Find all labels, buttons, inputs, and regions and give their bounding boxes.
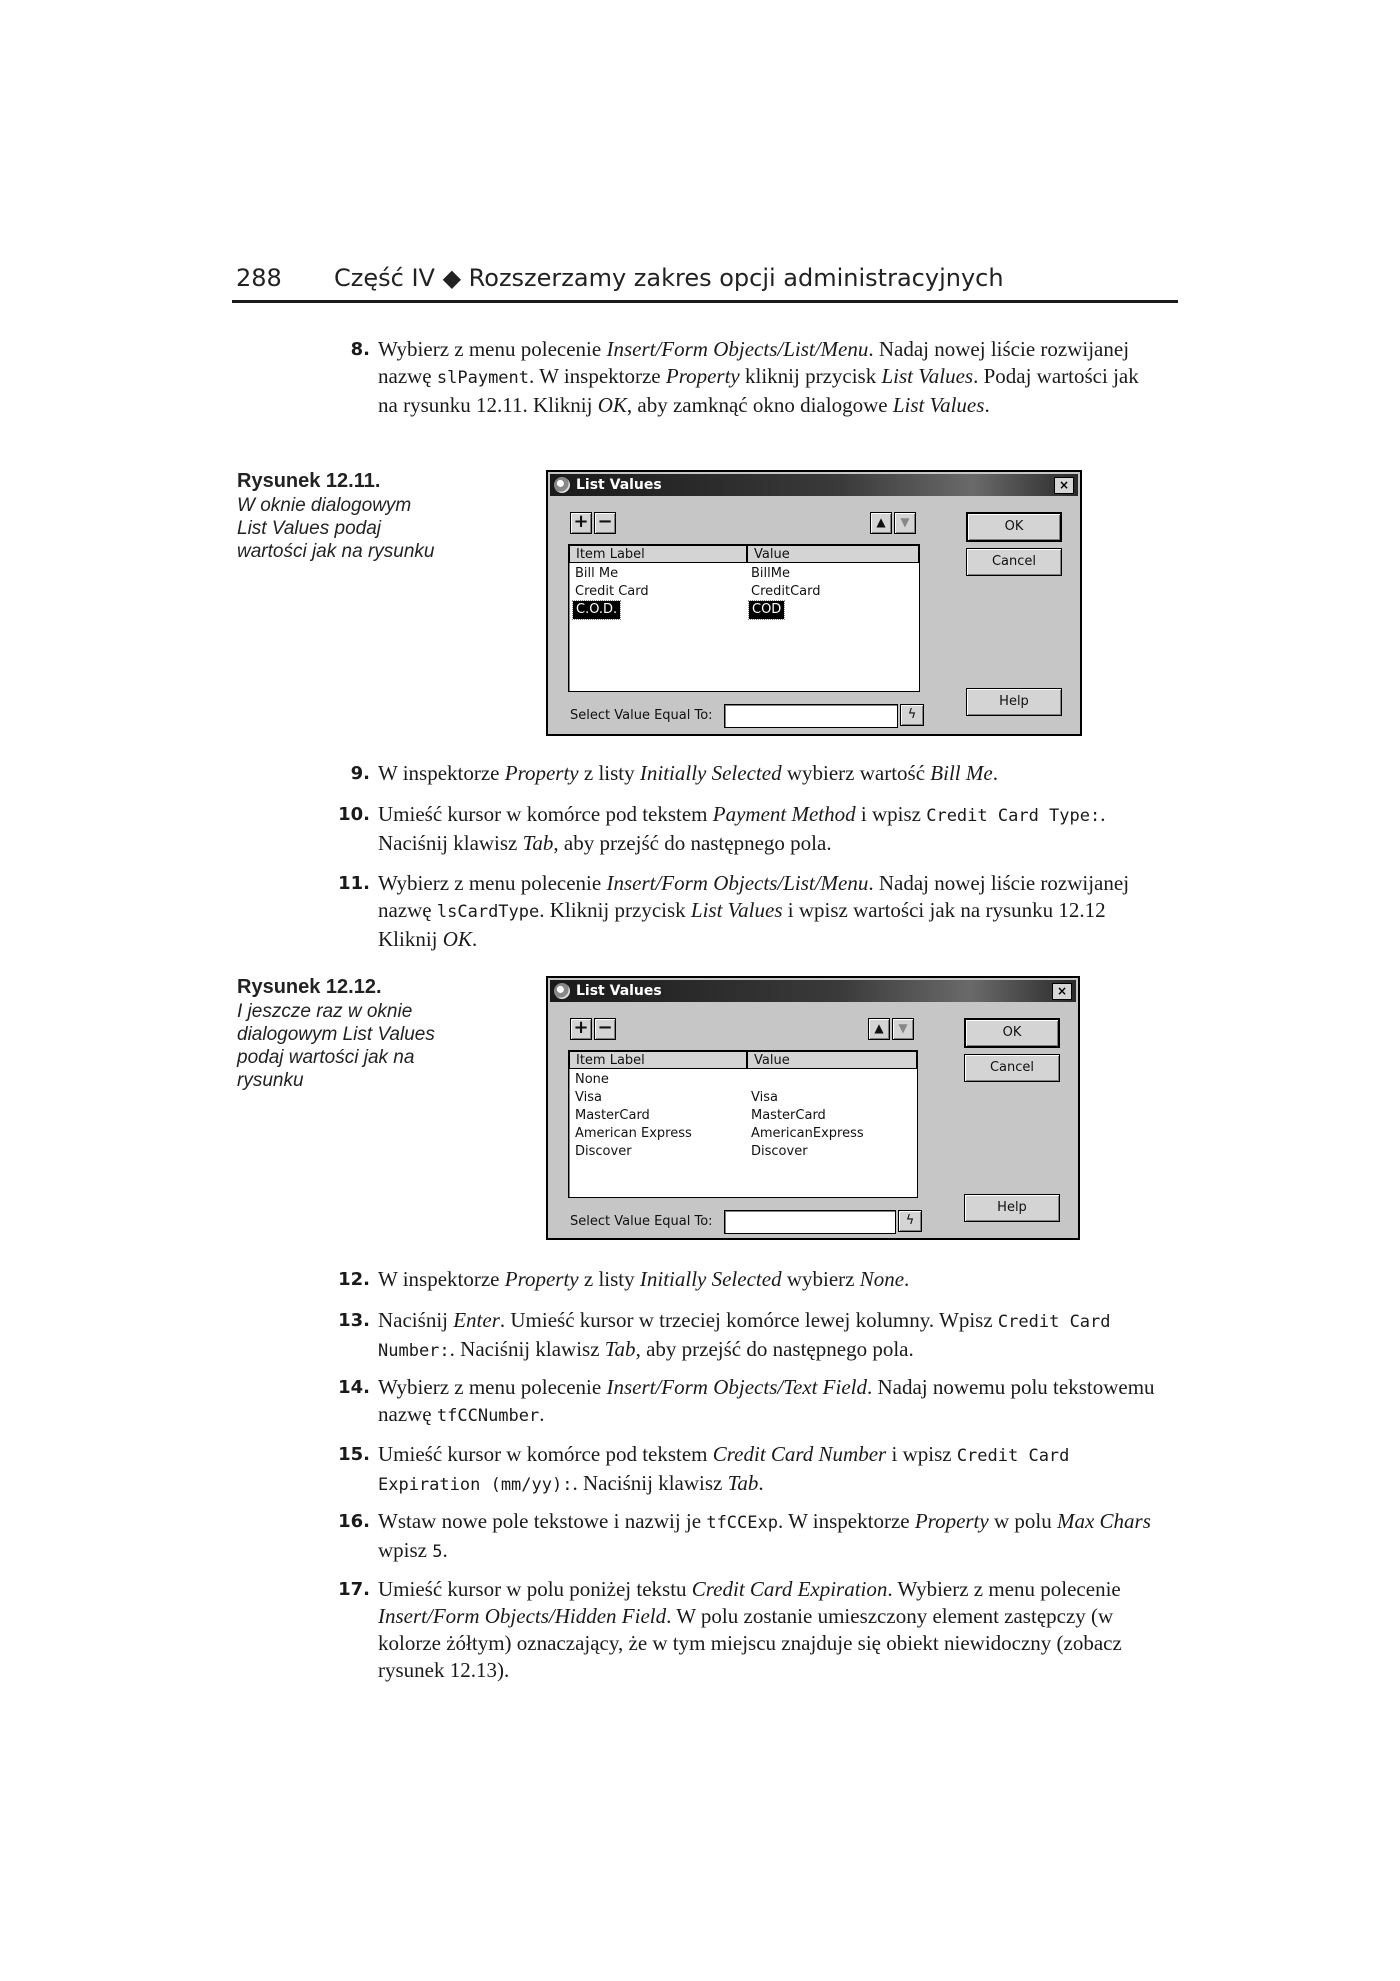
body-text: . Naciśnij klawisz [378,802,1106,855]
emphasis-text: OK [597,393,627,417]
step-number: 13. [338,1310,370,1331]
step-text [378,1266,1158,1293]
figure-caption-12-11 [237,470,437,563]
value-cell[interactable]: Visa [751,1090,778,1105]
emphasis-text: Insert/Form Objects/Text Field [606,1375,867,1399]
column-header-item-label[interactable]: Item Label [569,1051,747,1069]
remove-item-button[interactable]: − [594,512,616,534]
body-text: Wybierz z menu polecenie [378,1375,607,1399]
add-item-button[interactable]: + [570,1018,592,1040]
step-text [378,1576,1158,1684]
code-text: Credit Card Type: [926,806,1101,826]
code-text: lsCardType [436,902,540,922]
body-text: . [758,1471,764,1495]
list-values-dialog-1 [546,470,1082,736]
body-text: . [539,1402,545,1426]
step-text [378,1374,1158,1430]
step-17 [332,1576,1152,1688]
emphasis-text: Insert/Form Objects/List/Menu [606,337,869,361]
body-text: wpisz [378,1538,433,1562]
step-number: 11. [338,873,370,894]
dialog-title-bar [550,474,1078,496]
value-cell[interactable]: Discover [751,1144,808,1159]
column-header-value[interactable]: Value [747,545,919,563]
value-cell[interactable]: BillMe [751,566,790,581]
step-number: 12. [338,1269,370,1290]
step-number: 8. [350,339,370,360]
body-text: W inspektorze [378,761,505,785]
step-14 [332,1374,1155,1430]
item-label-cell[interactable]: Bill Me [575,566,619,581]
select-value-input[interactable] [724,704,898,728]
item-label-cell[interactable]: None [575,1072,609,1087]
body-text: Umieść kursor w komórce pod tekstem [378,1442,713,1466]
body-text: w polu [988,1509,1057,1533]
emphasis-text: Payment Method [712,802,856,826]
dialog-title: List Values [576,983,662,999]
help-button[interactable]: Help [966,688,1062,716]
body-text: . Podaj wartości jak na rysunku 12.11. Kliknij [378,364,1139,417]
emphasis-text: Tab [604,1337,636,1361]
caption-title: Rysunek 12.12. [237,976,382,998]
step-16 [332,1508,1152,1564]
body-text: . [984,393,990,417]
value-cell[interactable]: CreditCard [751,584,821,599]
body-text: . Nadaj nowemu polu tekstowemu nazwę [378,1375,1155,1426]
body-text: Umieść kursor w polu poniżej tekstu [378,1577,692,1601]
body-text: , aby przejść do następnego pola. [635,1337,914,1361]
body-text: , aby zamknąć okno dialogowe [626,393,893,417]
body-text: i wpisz wartości jak na rysunku 12.12 Kliknij [378,898,1106,951]
emphasis-text: Credit Card Number [712,1442,887,1466]
body-text: . Umieść kursor w trzeciej komórce lewej kolumny. Wpisz [499,1308,998,1332]
help-button[interactable]: Help [964,1194,1060,1222]
emphasis-text: None [859,1267,905,1291]
emphasis-text: Bill Me [930,761,993,785]
code-text: Credit Card Number: [378,1312,1111,1361]
code-text: slPayment [436,368,530,388]
figure-caption-12-12 [237,976,437,1092]
emphasis-text: Property [914,1509,989,1533]
page-number: 288 [236,264,282,292]
emphasis-text: Insert/Form Objects/Hidden Field [378,1604,667,1628]
body-text: , aby przejść do następnego pola. [553,831,832,855]
emphasis-text: List Values [881,364,974,388]
step-text [378,870,1158,953]
select-value-input[interactable] [724,1210,896,1234]
emphasis-text: Tab [522,831,554,855]
step-11 [332,870,1152,954]
body-text: . W inspektorze [777,1509,915,1533]
value-cell[interactable]: MasterCard [751,1108,826,1123]
item-label-cell[interactable]: MasterCard [575,1108,650,1123]
cancel-button[interactable]: Cancel [964,1054,1060,1082]
item-label-cell[interactable]: Visa [575,1090,602,1105]
move-down-button[interactable]: ▼ [894,512,916,534]
dialog-title-bar [550,980,1076,1002]
body-text: Umieść kursor w komórce pod tekstem [378,802,713,826]
code-text: tfCCNumber [436,1406,540,1426]
body-text: W inspektorze [378,1267,505,1291]
emphasis-text: List Values [892,393,985,417]
emphasis-text: Initially Selected [639,761,782,785]
step-10 [332,801,1152,857]
move-up-button[interactable]: ▲ [870,512,892,534]
body-text: wybierz [781,1267,860,1291]
body-text: kliknij przycisk [739,364,882,388]
step-number: 9. [350,763,370,784]
step-text [378,1307,1158,1365]
emphasis-text: Property [665,364,740,388]
code-text: tfCCExp [706,1513,778,1533]
body-text: Naciśnij [378,1308,454,1332]
list-values-dialog-2 [546,976,1080,1240]
values-list[interactable] [568,544,920,692]
step-9 [332,760,1152,788]
value-cell[interactable]: AmericanExpress [751,1126,864,1141]
emphasis-text: OK [442,927,472,951]
select-value-label: Select Value Equal To: [570,708,713,723]
move-down-button[interactable]: ▼ [892,1018,914,1040]
step-text [378,801,1158,857]
code-text: Credit Card Expiration (mm/yy): [378,1446,1070,1495]
column-header-value[interactable]: Value [747,1051,917,1069]
caption-title: Rysunek 12.11. [237,470,381,492]
body-text: . W inspektorze [529,364,666,388]
emphasis-text: Insert/Form Objects/List/Menu [606,871,869,895]
dynamic-value-icon[interactable]: ϟ [898,1210,922,1232]
app-icon [554,477,570,493]
cancel-button[interactable]: Cancel [966,548,1062,576]
body-text: Wstaw nowe pole tekstowe i nazwij je [378,1509,707,1533]
emphasis-text: Max Chars [1056,1509,1151,1533]
values-list[interactable] [568,1050,918,1198]
body-text: . Naciśnij klawisz [449,1337,605,1361]
body-text: Wybierz z menu polecenie [378,337,607,361]
step-13 [332,1307,1152,1363]
step-text [378,336,1158,419]
body-text: . Nadaj nowej liście rozwijanej nazwę [378,337,1130,388]
column-header-item-label[interactable]: Item Label [569,545,747,563]
running-header [232,256,1178,303]
step-12 [332,1266,1152,1294]
body-text: . Naciśnij klawisz [572,1471,728,1495]
body-text: z listy [578,1267,640,1291]
close-icon[interactable]: × [1054,477,1074,494]
step-number: 16. [338,1511,370,1532]
step-text [378,760,1158,787]
value-cell-selected[interactable]: COD [749,601,784,619]
body-text: z listy [578,761,640,785]
caption-text: I jeszcze raz w oknie dialogowym List Values podaj wartości jak na rysunku [237,1001,435,1091]
body-text: . [471,927,478,951]
step-number: 14. [338,1377,370,1398]
item-label-cell[interactable]: Discover [575,1144,632,1159]
emphasis-text: Initially Selected [639,1267,782,1291]
emphasis-text: Property [504,761,579,785]
body-text: . Kliknij przycisk [539,898,691,922]
remove-item-button[interactable]: − [594,1018,616,1040]
body-text: . Wybierz z menu polecenie [887,1577,1121,1601]
step-8 [332,336,1152,446]
body-text: . [904,1267,910,1291]
body-text: i wpisz [886,1442,957,1466]
body-text: . [992,761,998,785]
body-text: Wybierz z menu polecenie [378,871,607,895]
body-text: . Nadaj nowej liście rozwijanej nazwę [378,871,1130,922]
emphasis-text: Credit Card Expiration [691,1577,888,1601]
step-number: 15. [338,1444,370,1465]
ok-button[interactable]: OK [964,1018,1060,1048]
dialog-title: List Values [576,477,662,493]
body-text: wybierz wartość [781,761,931,785]
code-text: 5 [432,1542,443,1562]
item-label-cell-selected[interactable]: C.O.D. [573,601,620,619]
step-number: 10. [338,804,370,825]
dynamic-value-icon[interactable]: ϟ [900,704,924,726]
step-15 [332,1441,1152,1497]
item-label-cell[interactable]: Credit Card [575,584,649,599]
emphasis-text: Enter [453,1308,500,1332]
body-text: . [442,1538,448,1562]
move-up-button[interactable]: ▲ [868,1018,890,1040]
item-label-cell[interactable]: American Express [575,1126,692,1141]
ok-button[interactable]: OK [966,512,1062,542]
app-icon [554,983,570,999]
emphasis-text: Tab [727,1471,759,1495]
step-text [378,1508,1158,1566]
add-item-button[interactable]: + [570,512,592,534]
emphasis-text: List Values [690,898,783,922]
select-value-label: Select Value Equal To: [570,1214,713,1229]
close-icon[interactable]: × [1052,983,1072,1000]
step-text [378,1441,1158,1499]
step-number: 17. [338,1579,370,1600]
emphasis-text: Property [504,1267,579,1291]
chapter-title: Część IV ◆ Rozszerzamy zakres opcji administracyjnych [334,264,1004,292]
body-text: . W polu zostanie umieszczony element zastępczy (w kolorze żółtym) oznaczający, że w tym miejscu znajduje się obiekt niewidoczny (zobacz rysunek 12.13). [378,1604,1122,1682]
caption-text: W oknie dialogowym List Values podaj wartości jak na rysunku [237,495,435,562]
body-text: i wpisz [855,802,927,826]
